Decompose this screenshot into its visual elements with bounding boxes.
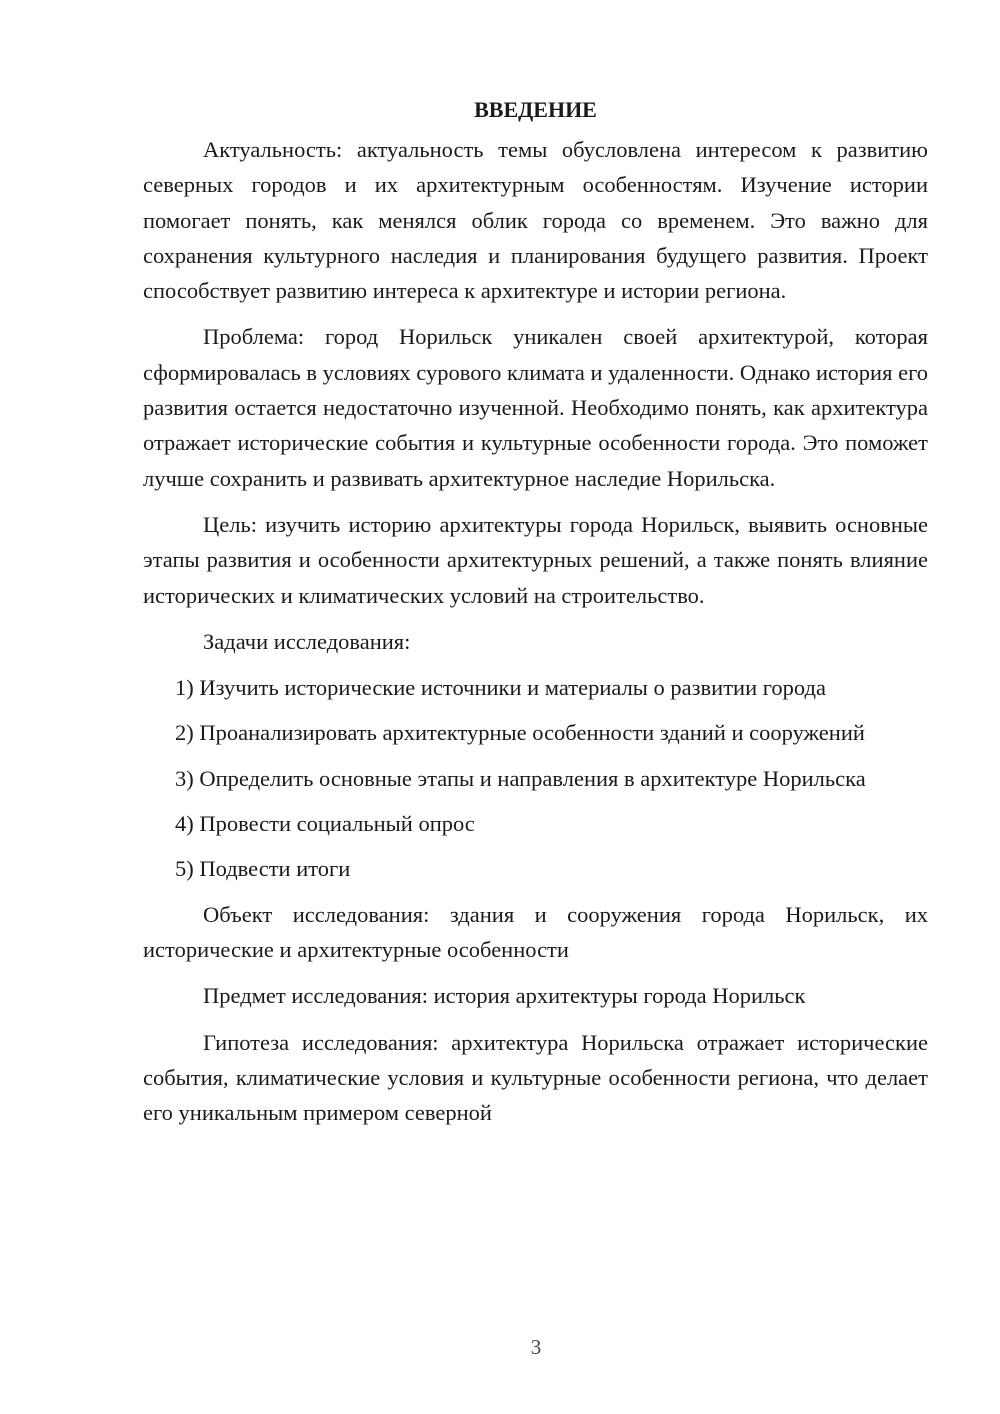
task-item-4: 4) Провести социальный опрос [175,811,475,837]
paragraph-subject: Предмет исследования: история архитектуры города Норильск [203,983,806,1009]
paragraph-object: Объект исследования: здания и сооружения города Норильск, их исторические и архитектурные особенности [143,901,928,962]
section-heading: ВВЕДЕНИЕ [474,97,597,122]
page-number: 3 [530,1335,542,1359]
paragraph-hypothesis: Гипотеза исследования: архитектура Норильска отражает исторические события, климатические условия и культурные особенности региона, что делает его уникальным примером северной [143,1029,928,1126]
paragraph-problem: Проблема: город Норильск уникален своей архитектурой, которая сформировалась в условиях сурового климата и удаленности. Однако история его развития остается недостаточно изученной. Необходимо понять, как архитектура отражает исторические события и культурные особенности города. Это поможет лучше сохранить и развивать архитектурное наследие Норильска. [143,324,928,491]
task-item-3: 3) Определить основные этапы и направления в архитектуре Норильска [175,765,866,791]
task-item-2: 2) Проанализировать архитектурные особенности зданий и сооружений [175,720,865,746]
document-page [143,92,928,1141]
paragraph-relevance: Актуальность: актуальность темы обусловлена интересом к развитию северных городов и их архитектурным особенностям. Изучение истории помогает понять, как менялся облик города со временем. Это важно для сохранения культурного наследия и планирования будущего развития. Проект способствует развитию интереса к архитектуре и истории региона. [143,137,928,304]
tasks-title: Задачи исследования: [203,628,411,654]
task-item-5: 5) Подвести итоги [175,856,351,882]
paragraph-goal: Цель: изучить историю архитектуры города Норильск, выявить основные этапы развития и особенности архитектурных решений, а также понять влияние исторических и климатических условий на строительство. [143,511,928,608]
task-item-1: 1) Изучить исторические источники и материалы о развитии города [175,675,826,701]
